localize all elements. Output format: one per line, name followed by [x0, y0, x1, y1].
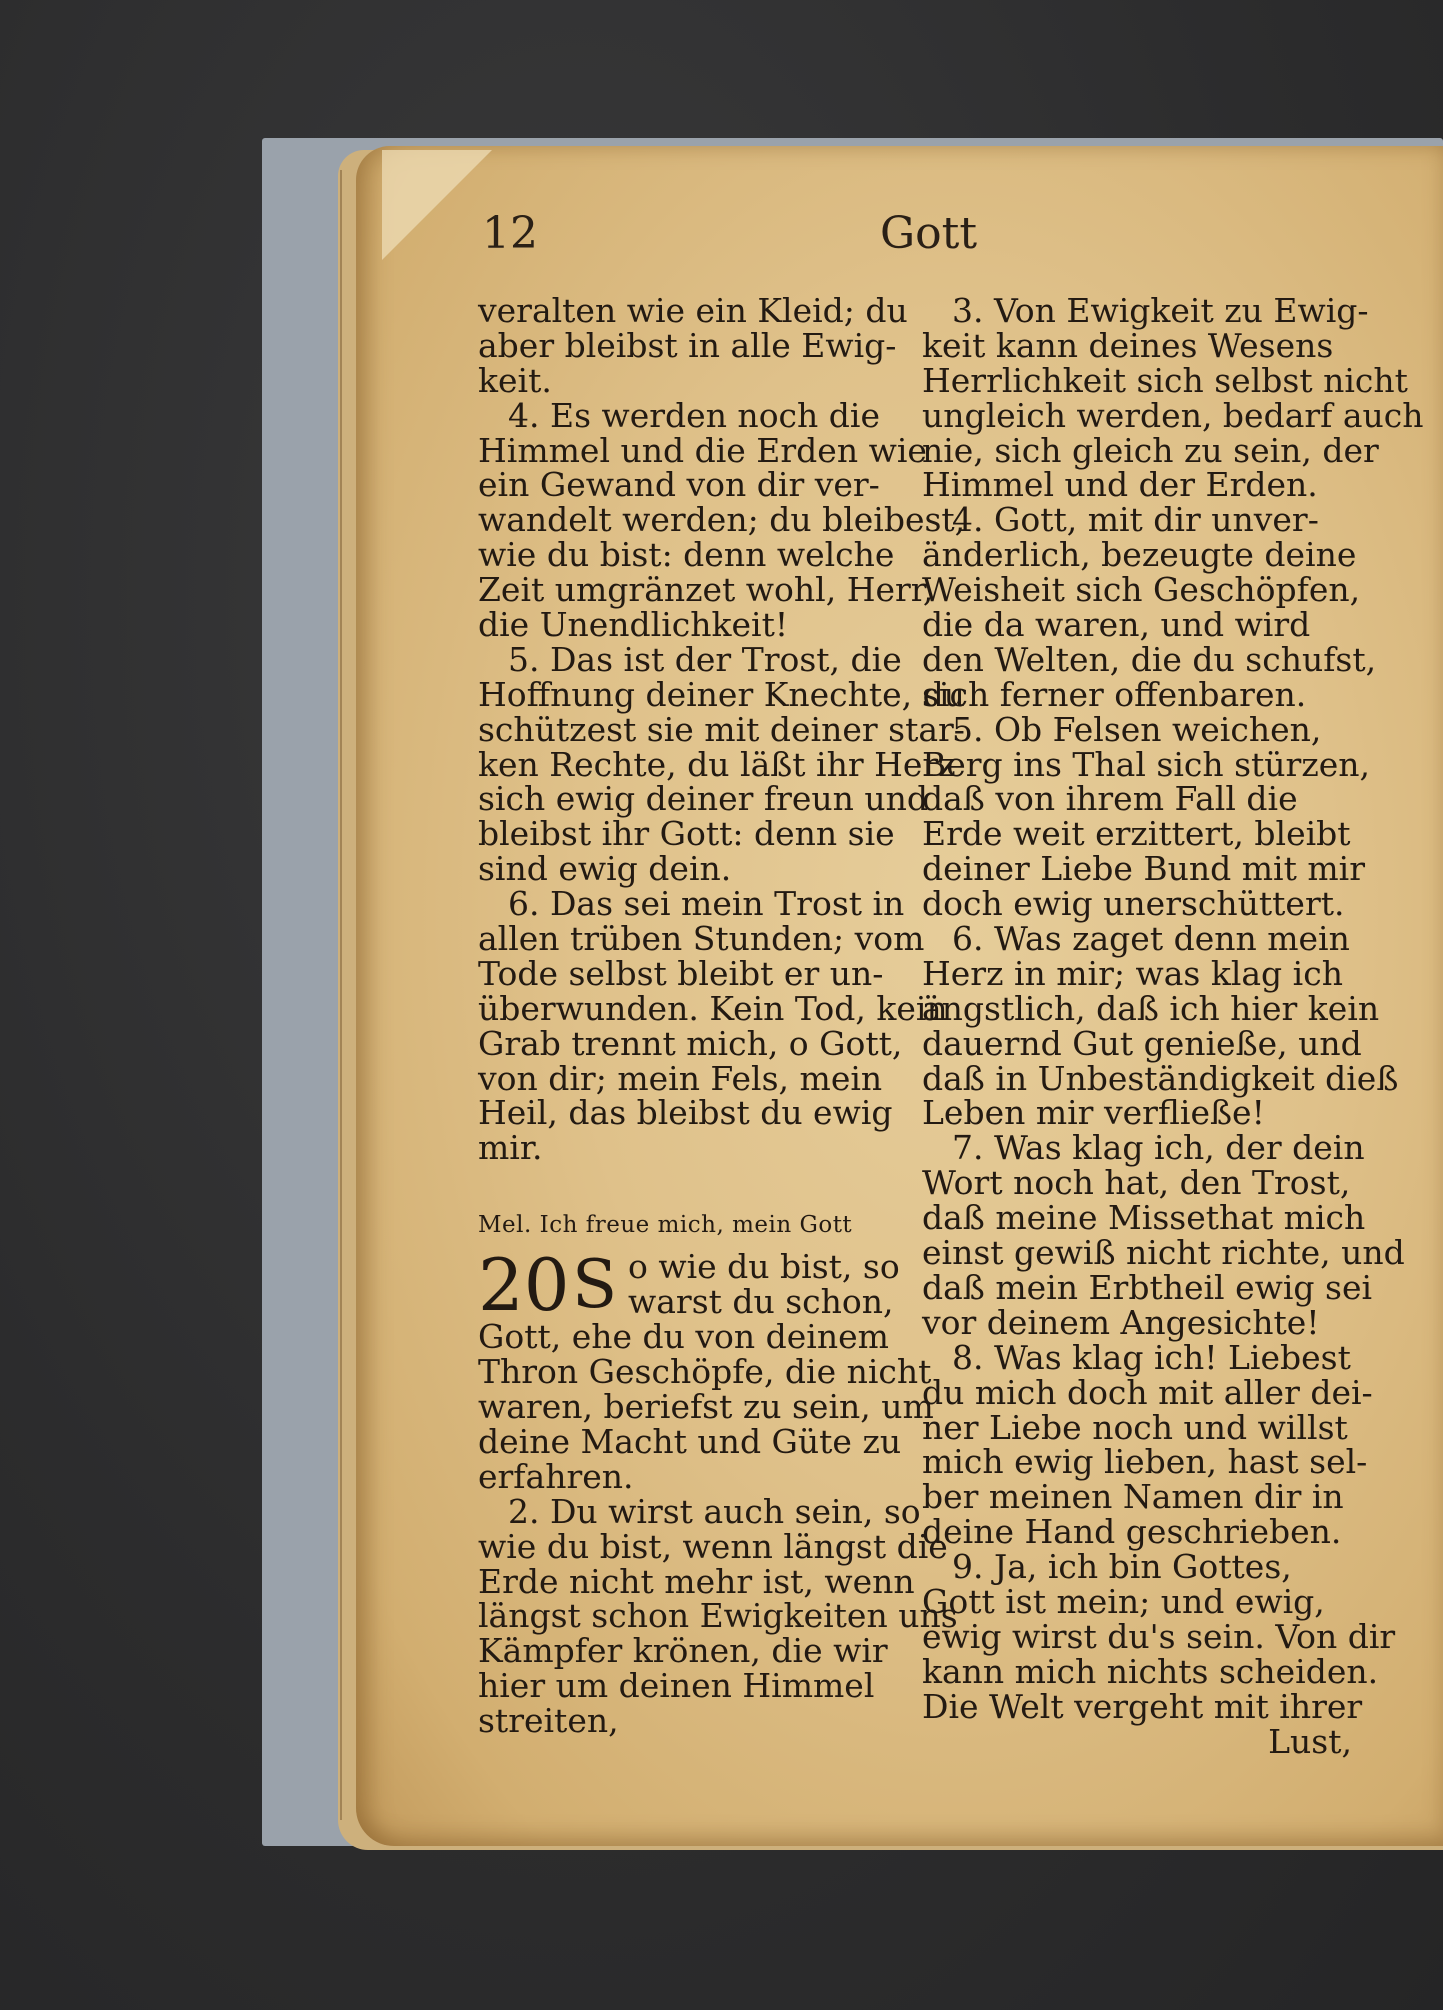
text-line: aber bleibst in alle Ewig-	[478, 325, 897, 365]
text-line: vor deinem Angesichte!	[922, 1302, 1320, 1342]
text-line: die da waren, und wird	[922, 605, 1311, 645]
text-line: deine Hand geschrieben.	[922, 1512, 1342, 1552]
text-line: einst gewiß nicht richte, und	[922, 1233, 1405, 1273]
right-column	[922, 291, 1424, 1761]
melody-reference: Mel. Ich freue mich, mein Gott	[478, 1212, 853, 1239]
hymn-number: 20	[478, 1243, 570, 1328]
text-line: Erde nicht mehr ist, wenn	[478, 1561, 915, 1601]
text-line: dauernd Gut genieße, und	[922, 1023, 1362, 1063]
text-line: warst du schon,	[628, 1282, 894, 1322]
text-line: bleibst ihr Gott: denn sie	[478, 814, 895, 854]
text-line: ner Liebe noch und willst	[922, 1407, 1348, 1447]
text-line: Thron Geschöpfe, die nicht	[478, 1352, 932, 1392]
page-number: 12	[482, 208, 538, 259]
text-line: Weisheit sich Geschöpfen,	[922, 570, 1361, 610]
text-line: mich ewig lieben, hast sel-	[922, 1442, 1368, 1482]
text-line: wie du bist: denn welche	[478, 535, 895, 575]
verse-start-line: 4. Gott, mit dir unver-	[952, 500, 1319, 540]
text-line: deiner Liebe Bund mit mir	[922, 849, 1365, 889]
text-line: den Welten, die du schufst,	[922, 639, 1377, 679]
text-line: Herz in mir; was klag ich	[922, 953, 1343, 993]
catchword-line: Lust,	[1268, 1721, 1352, 1761]
corner-fold	[382, 150, 492, 260]
text-line: von dir; mein Fels, mein	[478, 1058, 883, 1098]
text-line: Leben mir verfließe!	[922, 1093, 1265, 1133]
text-line: Herrlichkeit sich selbst nicht	[922, 360, 1408, 400]
text-line: wandelt werden; du bleibest,	[478, 500, 966, 540]
text-line: Wort noch hat, den Trost,	[922, 1163, 1351, 1203]
text-line: sich ferner offenbaren.	[922, 674, 1307, 714]
text-line: ber meinen Namen dir in	[922, 1477, 1344, 1517]
text-line: Heil, das bleibst du ewig	[478, 1093, 893, 1133]
verse-start-line: 5. Das ist der Trost, die	[508, 639, 902, 679]
text-line: du mich doch mit aller dei-	[922, 1372, 1373, 1412]
text-line: allen trüben Stunden; vom	[478, 919, 925, 959]
verse-start-line: 9. Ja, ich bin Gottes,	[952, 1547, 1292, 1587]
text-line: Grab trennt mich, o Gott,	[478, 1023, 903, 1063]
text-line: keit.	[478, 360, 552, 400]
text-line: daß in Unbeständigkeit dieß	[922, 1058, 1399, 1098]
text-line: Himmel und die Erden wie	[478, 430, 927, 470]
text-line: Tode selbst bleibt er un-	[478, 953, 884, 993]
text-line: Zeit umgränzet wohl, Herr,	[478, 570, 934, 610]
text-line: längst schon Ewigkeiten uns	[478, 1596, 958, 1636]
text-line: Hoffnung deiner Knechte, du	[478, 674, 966, 714]
text-line: waren, beriefst zu sein, um	[478, 1387, 934, 1427]
text-line: ewig wirst du's sein. Von dir	[922, 1616, 1396, 1656]
text-line: Gott, ehe du von deinem	[478, 1317, 889, 1357]
text-line: ängstlich, daß ich hier kein	[922, 988, 1380, 1028]
text-line: keit kann deines Wesens	[922, 325, 1334, 365]
running-title: Gott	[880, 208, 978, 259]
left-column	[478, 291, 966, 1741]
text-line: streiten,	[478, 1701, 619, 1741]
text-line: deine Macht und Güte zu	[478, 1421, 902, 1461]
text-line: veralten wie ein Kleid; du	[478, 291, 908, 330]
text-line: Kämpfer krönen, die wir	[478, 1631, 888, 1671]
text-line: daß mein Erbtheil ewig sei	[922, 1267, 1373, 1307]
text-line: o wie du bist, so	[628, 1247, 900, 1287]
hymn-opening	[478, 1243, 902, 1328]
verse-start-line: 6. Das sei mein Trost in	[508, 884, 905, 924]
text-line: die Unendlichkeit!	[478, 605, 789, 645]
text-line: Himmel und der Erden.	[922, 465, 1318, 505]
text-line: sich ewig deiner freun und	[478, 779, 929, 819]
text-line: Berg ins Thal sich stürzen,	[922, 744, 1370, 784]
text-line: daß meine Missethat mich	[922, 1198, 1366, 1238]
text-line: daß von ihrem Fall die	[922, 779, 1298, 819]
text-line: sind ewig dein.	[478, 849, 732, 889]
text-line: hier um deinen Himmel	[478, 1666, 875, 1706]
text-line: Die Welt vergeht mit ihrer	[922, 1686, 1363, 1726]
text-line: nie, sich gleich zu sein, der	[922, 430, 1379, 470]
verse-start-line: 3. Von Ewigkeit zu Ewig-	[952, 291, 1369, 330]
text-line: erfahren.	[478, 1456, 634, 1496]
verse-start-line: 2. Du wirst auch sein, so	[508, 1491, 921, 1531]
text-line: schützest sie mit deiner star-	[478, 709, 965, 749]
text-line: änderlich, bezeugte deine	[922, 535, 1357, 575]
text-line: ein Gewand von dir ver-	[478, 465, 880, 505]
verse-start-line: 8. Was klag ich! Liebest	[952, 1337, 1351, 1377]
text-line: überwunden. Kein Tod, kein	[478, 988, 948, 1028]
text-line: wie du bist, wenn längst die	[478, 1526, 948, 1566]
verse-start-line: 7. Was klag ich, der dein	[952, 1128, 1365, 1168]
drop-initial: S	[572, 1246, 618, 1324]
hymn-first-lines	[628, 1247, 900, 1322]
text-line: ungleich werden, bedarf auch	[922, 395, 1424, 435]
text-line: mir.	[478, 1128, 543, 1168]
verse-start-line: 5. Ob Felsen weichen,	[952, 709, 1322, 749]
text-line: Gott ist mein; und ewig,	[922, 1581, 1325, 1621]
verse-start-line: 4. Es werden noch die	[508, 395, 880, 435]
text-line: kann mich nichts scheiden.	[922, 1651, 1379, 1691]
verse-start-line: 6. Was zaget denn mein	[952, 919, 1350, 959]
text-line: Erde weit erzittert, bleibt	[922, 814, 1351, 854]
text-line: doch ewig unerschüttert.	[922, 884, 1345, 924]
text-line: ken Rechte, du läßt ihr Herz	[478, 744, 956, 784]
